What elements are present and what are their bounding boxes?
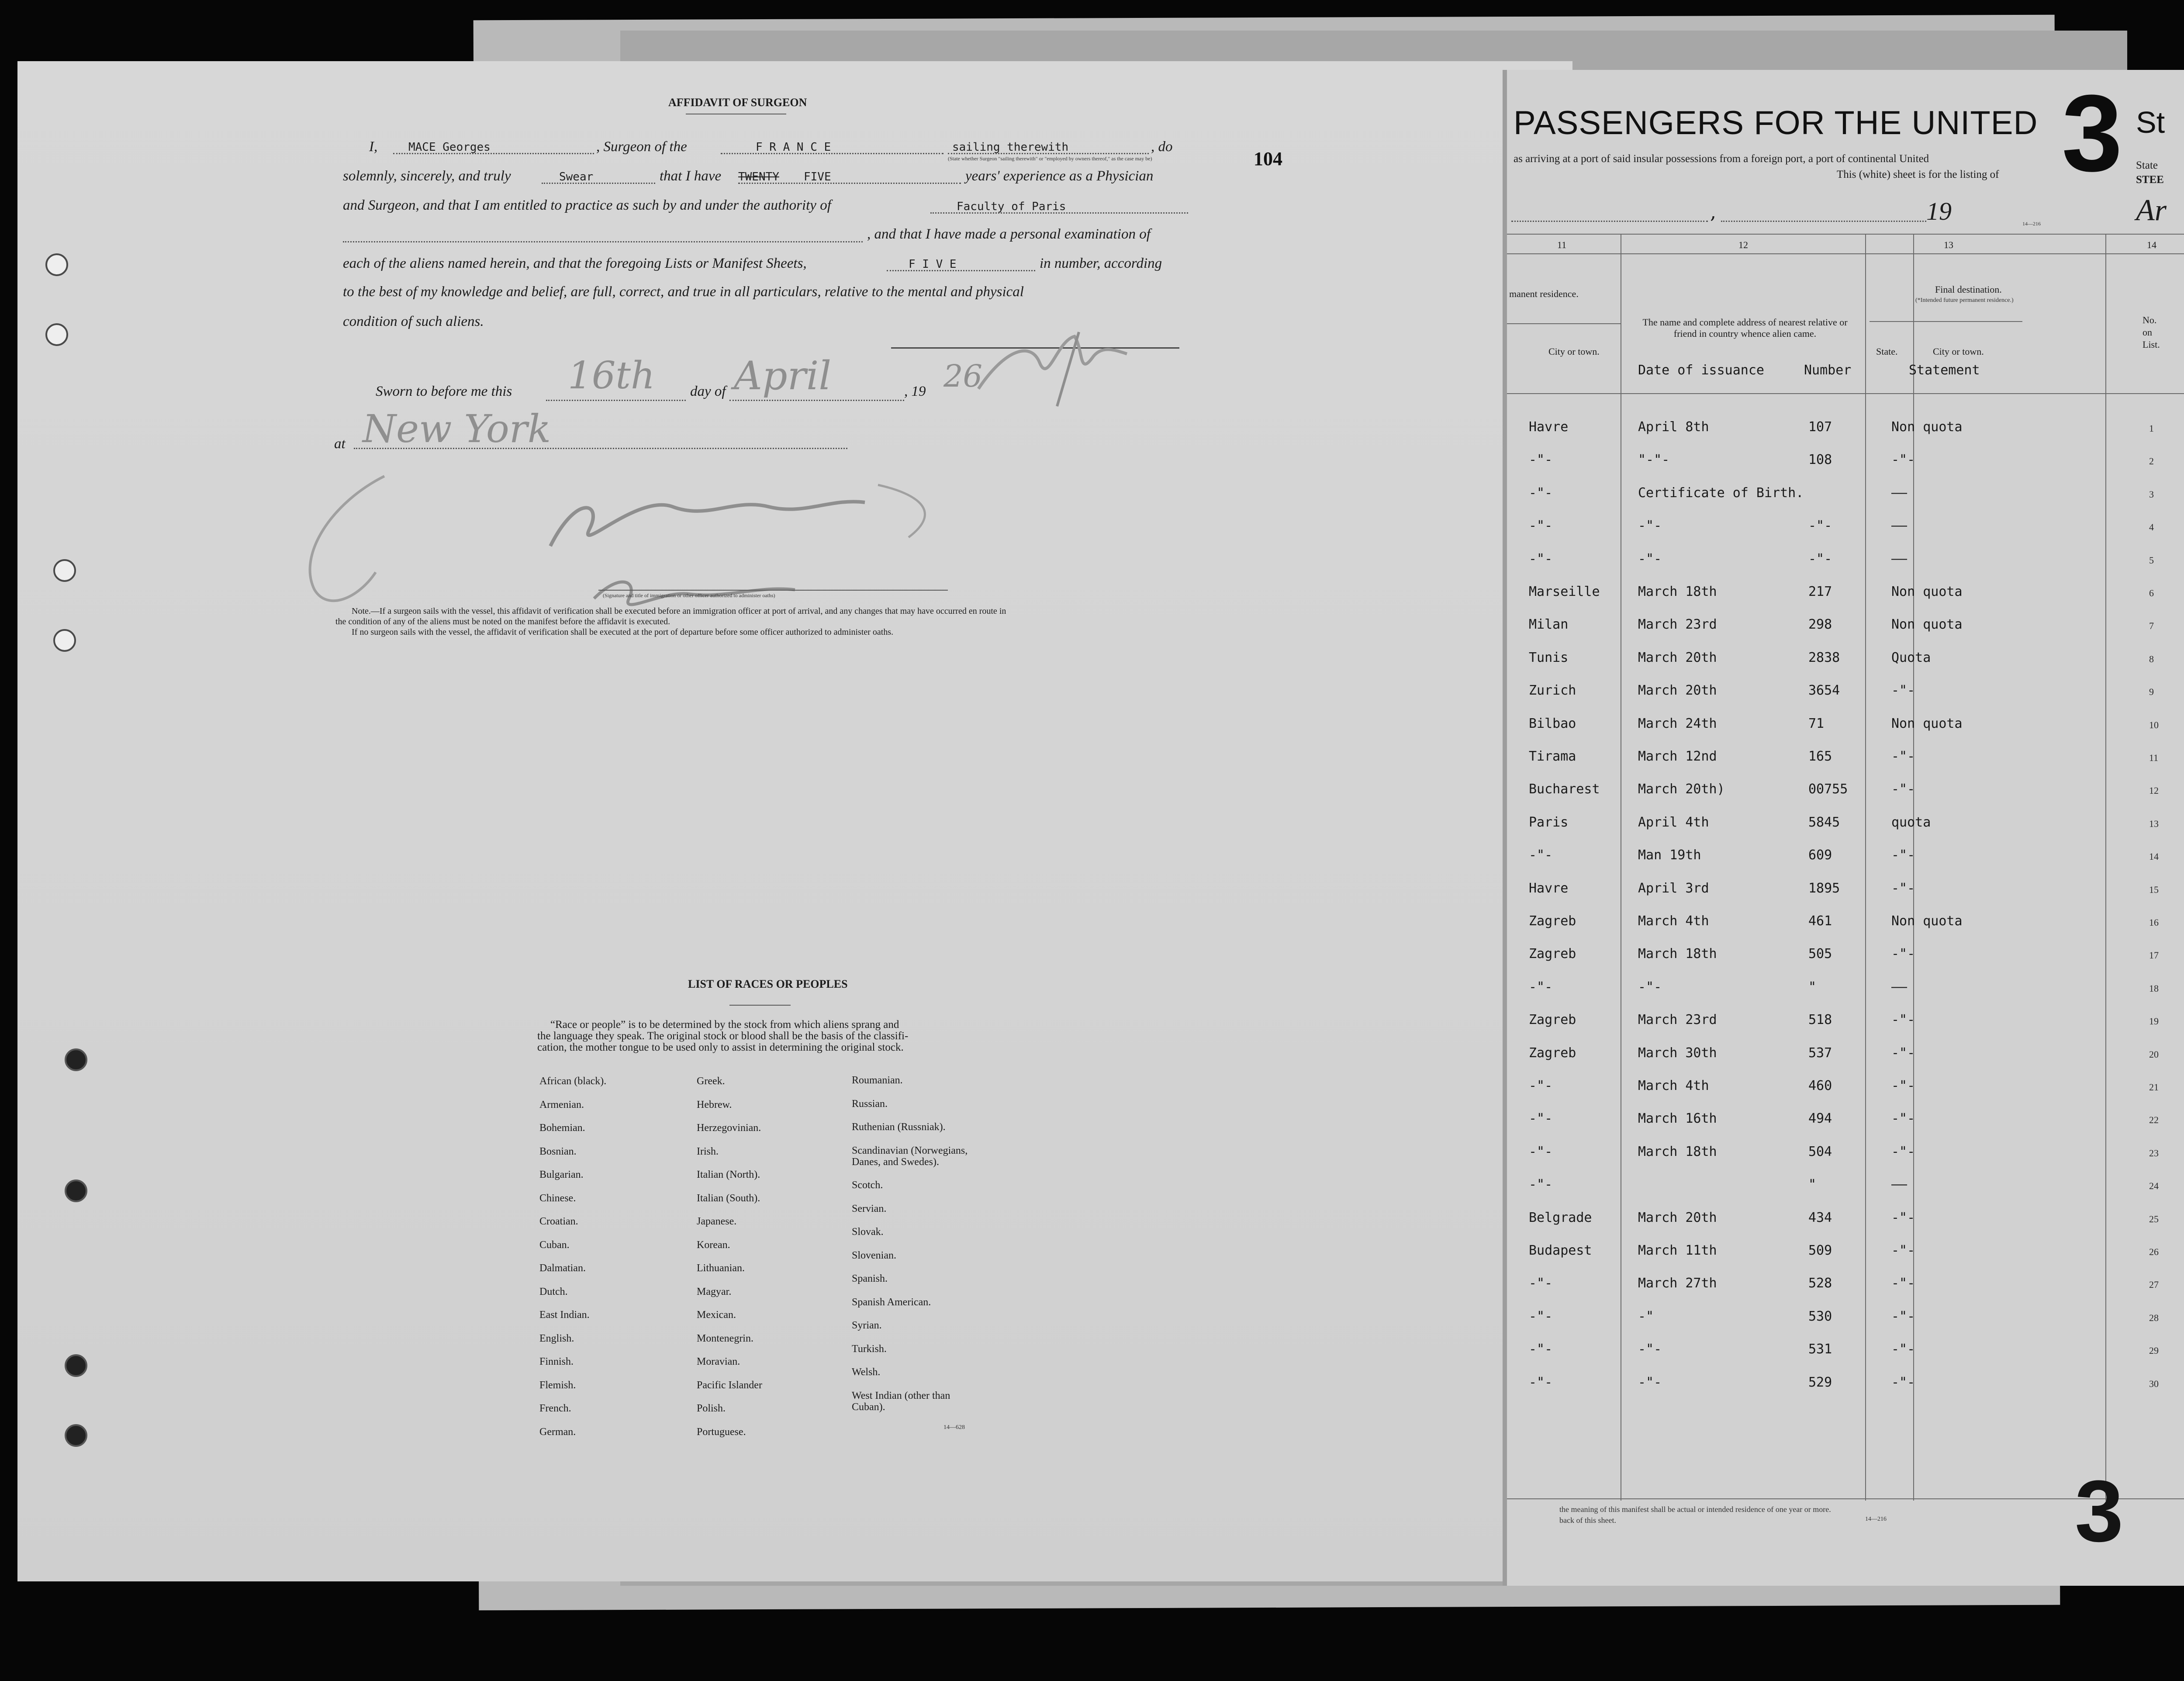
cell-date: March 20th) xyxy=(1638,782,1725,797)
cell-statement: -"- xyxy=(1891,782,1915,797)
cell-statement: -"- xyxy=(1891,1111,1915,1127)
cell-city: -"- xyxy=(1529,1144,1553,1159)
binder-hole xyxy=(65,1424,87,1447)
cell-number: 530 xyxy=(1808,1308,1832,1324)
cell-city: -"- xyxy=(1529,847,1553,863)
race-item: Slovak. xyxy=(852,1226,884,1238)
cell-city: Bucharest xyxy=(1529,782,1600,797)
sailing-status: sailing therewith xyxy=(952,141,1069,154)
row-number: 5 xyxy=(2149,554,2154,566)
cell-number: 1895 xyxy=(1808,880,1840,896)
race-item: English. xyxy=(539,1332,574,1344)
affidavit-text: years' experience as a Physician xyxy=(965,168,1154,184)
column-number: 11 xyxy=(1557,239,1567,250)
cell-date: -"- xyxy=(1638,1342,1662,1357)
cell-number: 298 xyxy=(1808,617,1832,633)
cell-city: Zagreb xyxy=(1529,913,1576,929)
cell-statement: Non quota xyxy=(1891,617,1963,633)
surgeon-signature xyxy=(970,323,1153,411)
cell-city: -"- xyxy=(1529,1374,1553,1390)
cell-statement: -"- xyxy=(1891,1308,1915,1324)
cell-statement: —— xyxy=(1891,979,1908,995)
cell-city: Budapest xyxy=(1529,1243,1592,1258)
cell-date: March 18th xyxy=(1638,946,1717,962)
row-number: 11 xyxy=(2149,752,2159,763)
cell-number: 460 xyxy=(1808,1078,1832,1093)
cell-number: 529 xyxy=(1808,1374,1832,1390)
manifest-page xyxy=(1503,70,2184,1586)
cell-statement: —— xyxy=(1891,518,1908,534)
race-item: Croatian. xyxy=(539,1216,578,1227)
cell-statement: -"- xyxy=(1891,1243,1915,1258)
cell-date: March 20th xyxy=(1638,683,1717,699)
cell-date: March 20th xyxy=(1638,1210,1717,1225)
race-item: Chinese. xyxy=(539,1192,576,1204)
affidavit-text: , and that I have made a personal examination of xyxy=(867,226,1151,242)
row-number: 1 xyxy=(2149,423,2154,434)
cell-number: 609 xyxy=(1808,847,1832,863)
surgeon-name: MACE Georges xyxy=(408,141,491,154)
cell-date: March 23rd xyxy=(1638,617,1717,633)
race-item: Syrian. xyxy=(852,1320,882,1331)
race-item: Italian (North). xyxy=(697,1169,760,1180)
cell-date: -"- xyxy=(1638,1374,1662,1390)
cell-city: Marseille xyxy=(1529,584,1600,599)
cell-number: 5845 xyxy=(1808,814,1840,830)
cell-number: " xyxy=(1808,979,1817,995)
race-item: Scotch. xyxy=(852,1179,883,1191)
row-number: 15 xyxy=(2149,884,2159,895)
race-item: Bosnian. xyxy=(539,1145,577,1157)
race-item: Bulgarian. xyxy=(539,1169,584,1180)
column-header: City or town. xyxy=(1933,346,1984,357)
cell-number: 165 xyxy=(1808,749,1832,764)
column-header: The name and complete address of nearest relative or friend in country whence alien came. xyxy=(1642,317,1848,339)
cell-city: Bilbao xyxy=(1529,716,1576,731)
races-intro: the language they speak. The original stock or blood shall be the basis of the classifi- xyxy=(537,1030,909,1042)
row-number: 28 xyxy=(2149,1312,2159,1323)
cell-statement: -"- xyxy=(1891,683,1915,699)
row-number: 10 xyxy=(2149,719,2159,730)
row-number: 4 xyxy=(2149,522,2154,533)
race-item: East Indian. xyxy=(539,1309,590,1321)
cell-date: March 4th xyxy=(1638,913,1709,929)
row-number: 14 xyxy=(2149,851,2159,862)
cell-number: 108 xyxy=(1808,452,1832,468)
cell-statement: -"- xyxy=(1891,880,1915,896)
cell-city: Tunis xyxy=(1529,650,1569,665)
cell-number: -"- xyxy=(1808,518,1832,534)
column-header: List. xyxy=(2143,339,2160,350)
race-item: Turkish. xyxy=(852,1343,887,1355)
affidavit-text: in number, according xyxy=(1040,256,1162,271)
race-item: Welsh. xyxy=(852,1366,881,1378)
race-item: Spanish American. xyxy=(852,1296,931,1308)
column-note: (*Intended future permanent residence.) xyxy=(1915,297,2014,304)
race-item: Italian (South). xyxy=(697,1192,760,1204)
binder-hole xyxy=(65,1179,87,1202)
race-item: Armenian. xyxy=(539,1099,584,1110)
cell-statement: Non quota xyxy=(1891,584,1963,599)
cell-date: March 27th xyxy=(1638,1276,1717,1291)
affidavit-text: , Surgeon of the xyxy=(596,139,687,155)
cell-number: 2838 xyxy=(1808,650,1840,665)
typed-header-number: Number xyxy=(1804,363,1852,378)
cell-statement: -"- xyxy=(1891,749,1915,764)
row-number: 21 xyxy=(2149,1082,2159,1093)
row-number: 3 xyxy=(2149,488,2154,500)
race-item: Hebrew. xyxy=(697,1099,732,1110)
cell-city: -"- xyxy=(1529,485,1553,501)
cell-statement: -"- xyxy=(1891,847,1915,863)
affidavit-text: each of the aliens named herein, and that the foregoing Lists or Manifest Sheets, xyxy=(343,256,807,271)
page-number: 104 xyxy=(1254,148,1282,169)
row-number: 27 xyxy=(2149,1279,2159,1290)
race-item: Lithuanian. xyxy=(697,1262,745,1274)
cell-city: Zurich xyxy=(1529,683,1576,699)
cell-city: -"- xyxy=(1529,452,1553,468)
cell-date: "-"- xyxy=(1638,452,1670,468)
affidavit-text: condition of such aliens. xyxy=(343,314,484,329)
affidavit-text: , do xyxy=(1151,139,1173,155)
race-item: Dutch. xyxy=(539,1286,568,1297)
cell-number: 107 xyxy=(1808,419,1832,435)
cell-city: Milan xyxy=(1529,617,1569,633)
cell-city: Havre xyxy=(1529,419,1569,435)
cell-city: -"- xyxy=(1529,518,1553,534)
row-number: 26 xyxy=(2149,1246,2159,1257)
affidavit-title: AFFIDAVIT OF SURGEON xyxy=(668,96,807,109)
column-header: Final destination. xyxy=(1935,284,2002,295)
cell-statement: -"- xyxy=(1891,1012,1915,1028)
cell-number: 461 xyxy=(1808,913,1832,929)
race-item: Irish. xyxy=(697,1145,719,1157)
sworn-text: Sworn to before me this xyxy=(376,384,512,399)
race-item: Flemish. xyxy=(539,1379,576,1391)
row-number: 8 xyxy=(2149,653,2154,664)
cell-date: April 3rd xyxy=(1638,880,1709,896)
race-item: Pacific Islander xyxy=(697,1379,762,1391)
race-item: Portuguese. xyxy=(697,1426,746,1438)
manifest-subtitle: as arriving at a port of said insular possessions from a foreign port, a port of continental United xyxy=(1514,153,1929,165)
cell-number: 518 xyxy=(1808,1012,1832,1028)
cell-date: -"- xyxy=(1638,518,1662,534)
column-header: State. xyxy=(1876,346,1898,357)
cell-city: -"- xyxy=(1529,1276,1553,1291)
row-number: 24 xyxy=(2149,1180,2159,1192)
years-experience: FIVE xyxy=(804,170,831,183)
cell-number: 509 xyxy=(1808,1243,1832,1258)
sworn-year: 26 xyxy=(943,358,983,394)
manifest-title: PASSENGERS FOR THE UNITED xyxy=(1514,104,2038,142)
binder-hole xyxy=(53,629,76,652)
affidavit-note: the condition of any of the aliens must be noted on the manifest before the affidavit is executed. xyxy=(335,617,670,626)
race-item: Dalmatian. xyxy=(539,1262,586,1274)
cell-city: -"- xyxy=(1529,1111,1553,1127)
manifest-footer: the meaning of this manifest shall be actual or intended residence of one year or more. xyxy=(1559,1505,1831,1514)
vessel-name: F R A N C E xyxy=(756,141,831,154)
cell-statement: -"- xyxy=(1891,1374,1915,1390)
race-item: French. xyxy=(539,1403,571,1414)
row-number: 20 xyxy=(2149,1048,2159,1060)
form-code: 14—216 xyxy=(1865,1516,1887,1522)
cell-number: 504 xyxy=(1808,1144,1832,1159)
row-number: 17 xyxy=(2149,950,2159,961)
row-number: 22 xyxy=(2149,1114,2159,1126)
race-item: Danes, and Swedes). xyxy=(852,1156,939,1168)
race-item: West Indian (other than xyxy=(852,1390,950,1401)
row-number: 13 xyxy=(2149,818,2159,829)
officer-caption: (Signature and title of immigration or other officer authorized to administer oaths) xyxy=(603,592,775,598)
cell-number: 217 xyxy=(1808,584,1832,599)
cell-number: " xyxy=(1808,1177,1817,1193)
licensing-authority: Faculty of Paris xyxy=(957,200,1066,213)
cell-statement: Non quota xyxy=(1891,419,1963,435)
cell-number: -"- xyxy=(1808,551,1832,567)
cell-statement: -"- xyxy=(1891,1045,1915,1061)
row-number: 16 xyxy=(2149,917,2159,928)
cell-city: -"- xyxy=(1529,979,1553,995)
sailing-hint: (State whether Surgeon "sailing therewith" or "employed by owners thereof," as the case may be) xyxy=(948,156,1152,162)
races-intro: “Race or people” is to be determined by the stock from which aliens sprang and xyxy=(550,1019,899,1031)
race-item: Ruthenian (Russniak). xyxy=(852,1121,946,1133)
form-code: 14—628 xyxy=(943,1424,965,1431)
race-item: Bohemian. xyxy=(539,1122,585,1134)
column-header: on xyxy=(2143,327,2152,338)
cell-number: 494 xyxy=(1808,1111,1832,1127)
years-struck: TWENTY xyxy=(738,170,779,183)
column-number: 13 xyxy=(1944,239,1953,250)
date-separator: , xyxy=(1710,201,1716,223)
row-number: 2 xyxy=(2149,456,2154,467)
cell-number: 505 xyxy=(1808,946,1832,962)
typed-header-statement: Statement xyxy=(1909,363,1980,378)
cell-statement: -"- xyxy=(1891,1342,1915,1357)
cell-city: Zagreb xyxy=(1529,1012,1576,1028)
cell-date: March 30th xyxy=(1638,1045,1717,1061)
cell-statement: —— xyxy=(1891,551,1908,567)
sworn-place: New York xyxy=(363,406,551,451)
row-number: 25 xyxy=(2149,1213,2159,1224)
cell-date: March 11th xyxy=(1638,1243,1717,1258)
row-number: 9 xyxy=(2149,686,2154,698)
cell-date: March 4th xyxy=(1638,1078,1709,1093)
cell-date: March 18th xyxy=(1638,1144,1717,1159)
race-item: Magyar. xyxy=(697,1286,732,1297)
races-intro: cation, the mother tongue to be used only to assist in determining the original stock. xyxy=(537,1041,904,1053)
column-header: No. xyxy=(2143,315,2157,325)
column-header: manent residence. xyxy=(1509,288,1579,299)
sworn-text: day of xyxy=(690,384,726,399)
cell-city: Belgrade xyxy=(1529,1210,1592,1225)
cell-city: -"- xyxy=(1529,1177,1553,1193)
cell-number: 528 xyxy=(1808,1276,1832,1291)
row-number: 7 xyxy=(2149,620,2154,632)
binder-hole xyxy=(53,559,76,582)
cell-date: -" xyxy=(1638,1308,1654,1324)
cell-date: -"- xyxy=(1638,979,1662,995)
row-number: 6 xyxy=(2149,588,2154,598)
cell-number: 00755 xyxy=(1808,782,1848,797)
affidavit-text: to the best of my knowledge and belief, are full, correct, and true in all particulars, relative to the mental and physical xyxy=(343,284,1024,300)
typed-header-date: Date of issuance xyxy=(1638,363,1764,378)
cell-city: Zagreb xyxy=(1529,1045,1576,1061)
sworn-text: , 19 xyxy=(904,384,926,399)
cell-city: Tirama xyxy=(1529,749,1576,764)
cell-statement: quota xyxy=(1891,814,1931,830)
race-item: Cuban). xyxy=(852,1401,885,1413)
binder-hole xyxy=(65,1354,87,1377)
cell-date: March 24th xyxy=(1638,716,1717,731)
cell-number: 3654 xyxy=(1808,683,1840,699)
row-number: 18 xyxy=(2149,982,2159,994)
header-fragment: St xyxy=(2136,105,2165,139)
cell-date: Certificate of Birth. xyxy=(1638,485,1804,501)
header-fragment: Ar xyxy=(2136,194,2167,227)
race-item: Finnish. xyxy=(539,1356,574,1367)
affidavit-note: If no surgeon sails with the vessel, the affidavit of verification shall be executed at the port of departure before some officer authorized to administer oaths. xyxy=(352,627,894,637)
cell-statement: Non quota xyxy=(1891,913,1963,929)
cell-date: April 8th xyxy=(1638,419,1709,435)
binder-hole xyxy=(65,1048,87,1071)
sheet-count: F I V E xyxy=(909,258,957,271)
at-label: at xyxy=(334,436,346,452)
cell-number: 531 xyxy=(1808,1342,1832,1357)
cell-statement: -"- xyxy=(1891,1210,1915,1225)
cell-statement: Quota xyxy=(1891,650,1931,665)
cell-date: April 4th xyxy=(1638,814,1709,830)
header-fragment: STEE xyxy=(2136,174,2164,186)
cell-date: March 18th xyxy=(1638,584,1717,599)
cell-date: March 12nd xyxy=(1638,749,1717,764)
cell-city: -"- xyxy=(1529,551,1553,567)
cell-statement: -"- xyxy=(1891,1144,1915,1159)
header-fragment: State xyxy=(2136,159,2158,171)
sheet-number-stamp: 3 xyxy=(2075,1463,2124,1560)
affidavit-text: and Surgeon, and that I am entitled to practice as such by and under the authority of xyxy=(343,197,831,213)
race-item: Montenegrin. xyxy=(697,1332,753,1344)
race-item: Scandinavian (Norwegians, xyxy=(852,1145,968,1156)
race-item: Japanese. xyxy=(697,1216,737,1227)
cell-city: -"- xyxy=(1529,1078,1553,1093)
race-item: Russian. xyxy=(852,1098,888,1110)
row-number: 19 xyxy=(2149,1016,2159,1027)
binder-hole xyxy=(45,323,68,346)
race-item: Mexican. xyxy=(697,1309,736,1321)
cell-date: Man 19th xyxy=(1638,847,1701,863)
cell-city: -"- xyxy=(1529,1342,1553,1357)
affidavit-note: Note.—If a surgeon sails with the vessel, this affidavit of verification shall be executed before an immigration officer at port of arrival, and any changes that may have occurred en route in xyxy=(352,606,1006,616)
cell-date: March 16th xyxy=(1638,1111,1717,1127)
form-code: 14—216 xyxy=(2022,221,2041,227)
race-item: Greek. xyxy=(697,1076,725,1087)
race-item: Moravian. xyxy=(697,1356,740,1367)
race-item: Spanish. xyxy=(852,1273,888,1284)
race-item: Slovenian. xyxy=(852,1249,896,1261)
cell-city: Paris xyxy=(1529,814,1569,830)
race-item: Herzegovinian. xyxy=(697,1122,761,1134)
row-number: 12 xyxy=(2149,785,2159,796)
date-year: 19 xyxy=(1926,197,1952,225)
row-number: 23 xyxy=(2149,1147,2159,1159)
cell-date: March 20th xyxy=(1638,650,1717,665)
column-header: City or town. xyxy=(1548,346,1600,357)
cell-statement: -"- xyxy=(1891,1276,1915,1291)
cell-statement: -"- xyxy=(1891,1078,1915,1093)
cell-date: March 23rd xyxy=(1638,1012,1717,1028)
cell-number: 434 xyxy=(1808,1210,1832,1225)
race-item: African (black). xyxy=(539,1076,607,1087)
manifest-footer: back of this sheet. xyxy=(1559,1516,1616,1525)
affidavit-text: I, xyxy=(369,139,378,155)
race-item: Cuban. xyxy=(539,1239,570,1251)
row-number: 29 xyxy=(2149,1345,2159,1356)
cell-city: Zagreb xyxy=(1529,946,1576,962)
race-item: Roumanian. xyxy=(852,1075,903,1086)
cell-statement: Non quota xyxy=(1891,716,1963,731)
row-number: 30 xyxy=(2149,1378,2159,1389)
cell-date: -"- xyxy=(1638,551,1662,567)
column-number: 14 xyxy=(2147,239,2156,250)
affidavit-text: that I have xyxy=(660,168,722,184)
race-item: Korean. xyxy=(697,1239,730,1251)
race-item: Servian. xyxy=(852,1203,887,1214)
column-number: 12 xyxy=(1738,239,1748,250)
cell-statement: -"- xyxy=(1891,946,1915,962)
affidavit-text: solemnly, sincerely, and truly xyxy=(343,168,511,184)
sheet-number-stamp: 3 xyxy=(2062,72,2123,194)
sworn-day: 16th xyxy=(568,354,655,398)
races-title: LIST OF RACES OR PEOPLES xyxy=(688,978,848,990)
race-item: German. xyxy=(539,1426,576,1438)
binder-hole xyxy=(45,253,68,276)
affidavit-page xyxy=(17,61,1572,1581)
cell-statement: —— xyxy=(1891,485,1908,501)
oath-type: Swear xyxy=(559,170,594,183)
cell-number: 71 xyxy=(1808,716,1825,731)
cell-statement: —— xyxy=(1891,1177,1908,1193)
manifest-subtitle: This (white) sheet is for the listing of xyxy=(1837,169,1999,180)
sworn-month: April xyxy=(734,353,832,399)
cell-city: Havre xyxy=(1529,880,1569,896)
race-item: Polish. xyxy=(697,1403,726,1414)
cell-city: -"- xyxy=(1529,1308,1553,1324)
cell-statement: -"- xyxy=(1891,452,1915,468)
cell-number: 537 xyxy=(1808,1045,1832,1061)
